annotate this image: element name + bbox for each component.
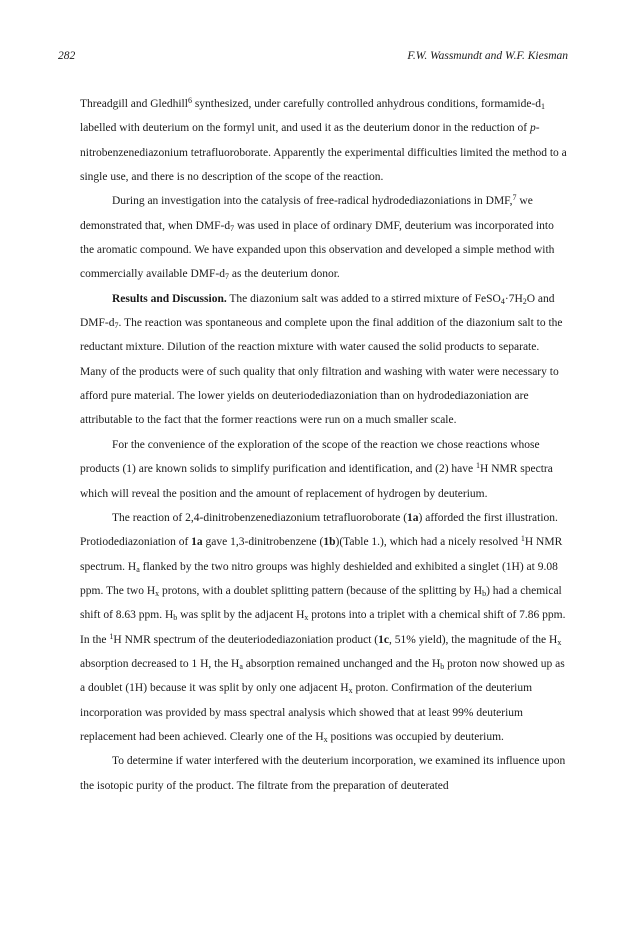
body-text xyxy=(80,92,568,798)
paragraph-1: Threadgill and Gledhill$^6$ synthesized, under carefully controlled anhydrous conditions, formamide-$d_1$ labelled with deuterium on the formyl unit, and used it as the deuterium donor in the reduction of p-nitrobenzenediazonium tetrafluoroborate. Apparently the experimental difficulties limited the method to a single use, and there is no description of the scope of the reaction. xyxy=(80,96,567,184)
running-head: F.W. Wassmundt and W.F. Kiesman xyxy=(407,50,568,62)
paragraph-6: To determine if water interfered with the deuterium incorporation, we examined its influence upon the isotopic purity of the product. The filtrate from the preparation of deuterated xyxy=(80,755,566,792)
section-heading-results: Results and Discussion. xyxy=(112,292,227,305)
paragraph-4: For the convenience of the exploration of the scope of the reaction we chose reactions whose products (1) are known solids to simplify purification and identification, and (2) have $^1$H NMR spectra which will reveal the position and the amount of replacement of hydrogen by deuterium. xyxy=(80,438,553,500)
paragraph-2: During an investigation into the catalysis of free-radical hydrodediazoniations in DMF,$^7$ we demonstrated that, when DMF-$d_7$ was used in place of ordinary DMF, deuterium was incorporated into the aromatic compound. We have expanded upon this observation and developed a simple method with commercially available DMF-$d_7$ as the deuterium donor. xyxy=(80,193,555,282)
page-header xyxy=(58,50,568,66)
reference-6: 6 xyxy=(187,96,192,105)
page-number: 282 xyxy=(58,50,76,62)
paragraph-3: Results and Discussion. The diazonium salt was added to a stirred mixture of $FeSO_4\cdot 7H_2O$ and DMF-$d_7$. The reaction was spontaneous and complete upon the final addition of the diazonium salt to the reductant mixture. Dilution of the reaction mixture with water caused the solid products to separate. Many of the products were of such quality that only filtration and washing with water were necessary to afford pure material. The lower yields on deuteriodediazoniation than on hydrodediazoniation are attributable to the fact that the former reactions were run on a much smaller scale. xyxy=(80,292,563,427)
paragraph-5: The reaction of 2,4-dinitrobenzenediazonium tetrafluoroborate (1a) afforded the first illustration. Protiodediazoniation of 1a gave 1,3-dinitrobenzene (1b)(Table 1.), which had a nicely resolved $^1$H NMR spectrum. $H_a$ flanked by the two nitro groups was highly deshielded and exhibited a singlet (1H) at 9.08 ppm. The two $H_x$ protons, with a doublet splitting pattern (because of the splitting by $H_b$) had a chemical shift of 8.63 ppm. $H_b$ was split by the adjacent $H_x$ protons into a triplet with a chemical shift of 7.86 ppm. In the $^1$H NMR spectrum of the deuteriodediazoniation product (1c, 51% yield), the magnitude of the $H_x$ absorption decreased to 1 H, the $H_a$ absorption remained unchanged and the $H_b$ proton now showed up as a doublet (1H) because it was split by only one adjacent $H_x$ proton. Confirmation of the deuterium incorporation was provided by mass spectral analysis which showed that at least 99% deuterium replacement had been achieved. Clearly one of the $H_x$ positions was occupied by deuterium. xyxy=(80,511,566,744)
reference-7: 7 xyxy=(512,193,517,203)
